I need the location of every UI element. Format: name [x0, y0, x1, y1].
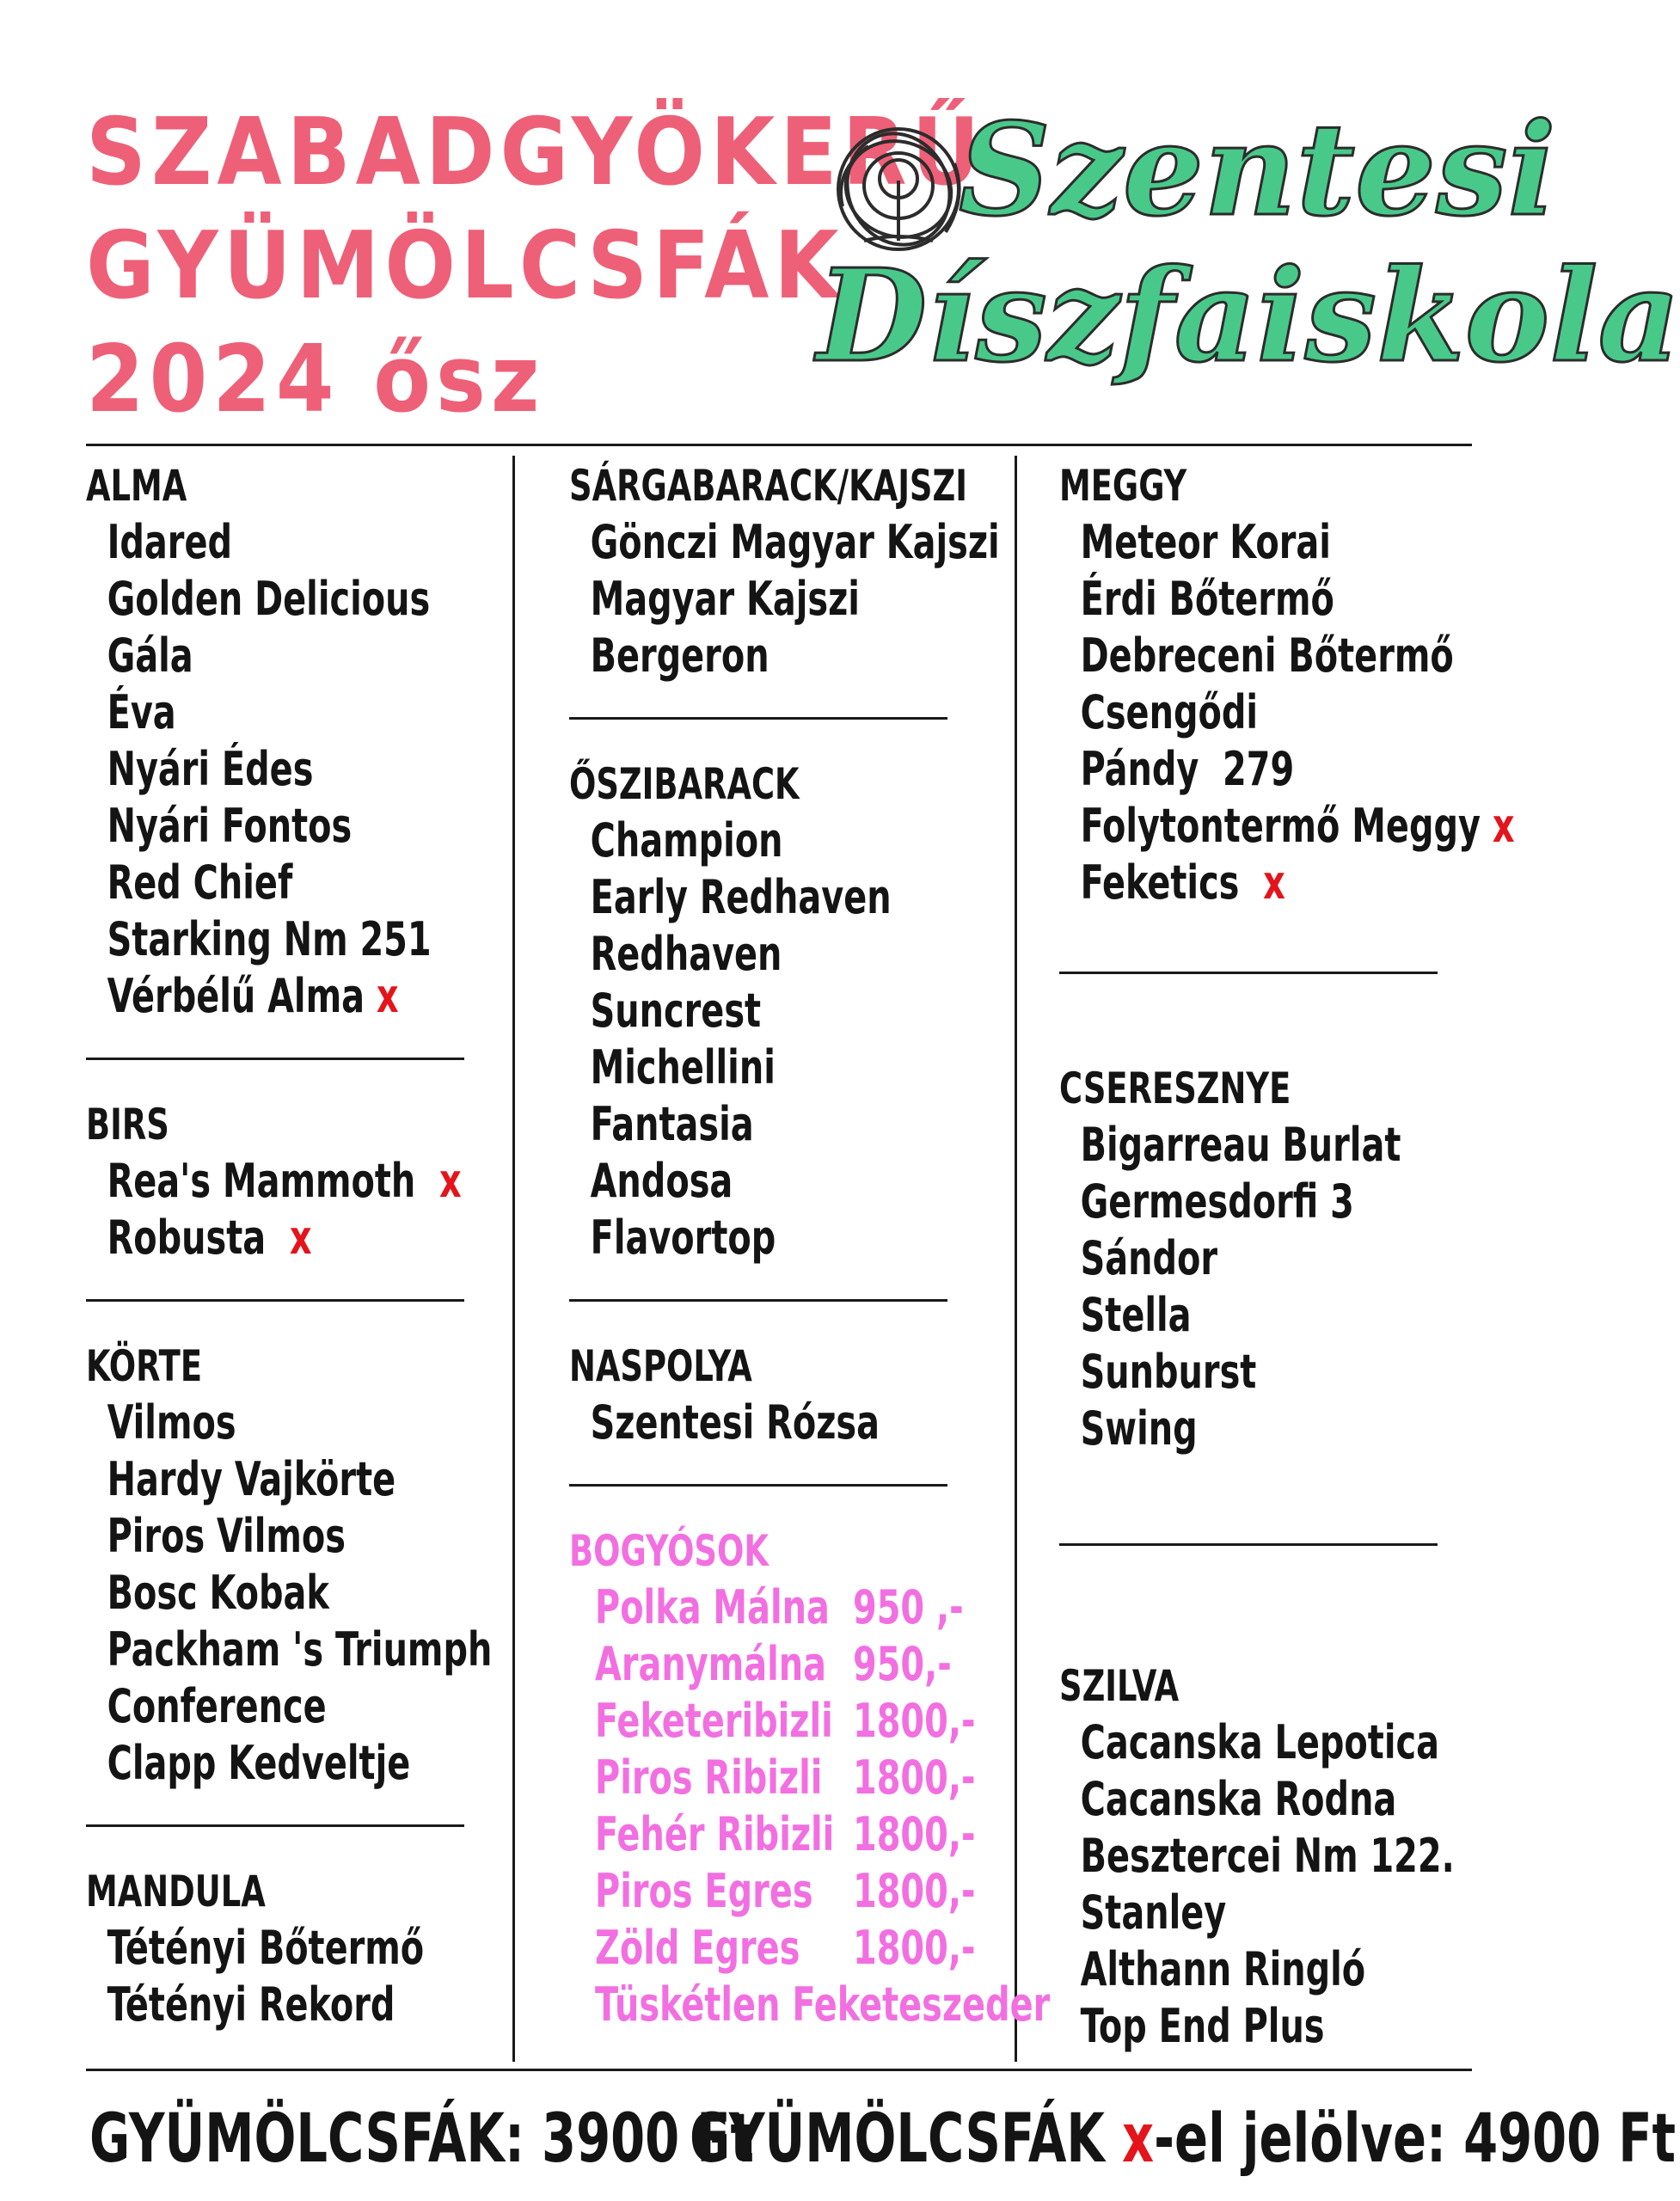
section-heading: SÁRGABARACK/KAJSZI: [569, 461, 967, 511]
list-item: Sunburst: [1080, 1345, 1257, 1399]
price-mark: x: [1122, 2100, 1155, 2178]
section-oszibarack: [569, 756, 947, 1266]
section-sargabarack: [569, 457, 1000, 684]
list-item: Tétényi Rekord: [107, 1977, 395, 2032]
list-item: Michellini: [590, 1040, 776, 1094]
section-heading: BIRS: [86, 1100, 169, 1150]
list-item: Clapp Kedveltje: [107, 1736, 411, 1790]
list-item: Folytontermő Meggy x: [1080, 799, 1515, 853]
section-heading: BOGYÓSOK: [569, 1526, 769, 1576]
section-naspolya: [569, 1338, 947, 1451]
list-item: Robusta x: [107, 1211, 312, 1265]
list-item: Nyári Édes: [107, 742, 314, 796]
price-mark: x: [1263, 855, 1285, 910]
list-item: Debreceni Bőtermő: [1080, 628, 1454, 683]
section-meggy: [1059, 457, 1515, 911]
price: 1800,-: [853, 1864, 976, 1918]
list-item: Vérbélű Alma x: [107, 969, 399, 1023]
list-item: Germesdorfi 3: [1080, 1174, 1354, 1229]
list-item: Red Chief: [107, 855, 293, 910]
list-item: Polka Málna 950 ,-: [595, 1580, 964, 1634]
list-item: Csengődi: [1080, 685, 1258, 739]
price: 1800,-: [853, 1694, 976, 1748]
list-item: Golden Delicious: [107, 572, 431, 626]
section-birs: [86, 1096, 464, 1266]
list-item: Zöld Egres 1800,-: [595, 1921, 976, 1975]
section-divider: [569, 717, 947, 720]
list-item: Conference: [107, 1679, 327, 1733]
section-mandula: [86, 1863, 464, 2033]
list-item: Top End Plus: [1080, 1999, 1325, 2053]
list-item: Szentesi Rózsa: [590, 1395, 880, 1450]
list-item: Idared: [107, 515, 233, 569]
section-bogyosok: [569, 1523, 1051, 2033]
column-middle: [569, 457, 1051, 2033]
list-item: Érdi Bőtermő: [1080, 572, 1334, 626]
section-szilva: [1059, 1658, 1455, 2055]
footer-divider: [86, 2069, 1472, 2071]
section-divider: [1059, 1543, 1438, 1546]
list-item: Feketeribizli 1800,-: [595, 1694, 976, 1748]
list-item: Piros Ribizli 1800,-: [595, 1750, 976, 1805]
section-divider: [86, 1058, 464, 1060]
list-item: Bigarreau Burlat: [1080, 1118, 1401, 1172]
list-item: Suncrest: [590, 984, 762, 1038]
price-mark: x: [1492, 799, 1515, 853]
section-heading: NASPOLYA: [569, 1341, 752, 1391]
section-heading: MANDULA: [86, 1867, 266, 1916]
section-divider: [569, 1299, 947, 1302]
list-item: Bosc Kobak: [107, 1566, 329, 1620]
list-item: Nyári Fontos: [107, 799, 353, 853]
logo-line-1: Szentesi: [959, 95, 1556, 244]
list-item: Pándy 279: [1080, 742, 1295, 796]
column-left: [86, 457, 493, 2033]
logo: [817, 95, 1680, 438]
price: 1800,-: [853, 1807, 976, 1861]
section-divider: [1059, 972, 1438, 974]
section-heading: ALMA: [86, 461, 187, 511]
section-divider: [86, 1299, 464, 1302]
price: 950 ,-: [853, 1580, 964, 1634]
list-item: Redhaven: [590, 927, 782, 981]
column-right: [1059, 457, 1515, 2055]
list-item: Rea's Mammoth x: [107, 1154, 462, 1208]
list-item: Besztercei Nm 122.: [1080, 1829, 1455, 1883]
list-item: Aranymálna 950,-: [595, 1637, 952, 1691]
list-item: Starking Nm 251: [107, 912, 432, 966]
list-item: Packham 's Triumph: [107, 1622, 493, 1677]
list-item: Meteor Korai: [1080, 515, 1331, 569]
section-cseresznye: [1059, 1060, 1438, 1457]
title-line-2: GYÜMÖLCSFÁK: [86, 212, 844, 320]
list-item: Flavortop: [590, 1211, 776, 1265]
section-heading: KÖRTE: [86, 1341, 203, 1391]
list-item: Althann Ringló: [1080, 1942, 1366, 1996]
list-item: Tüskétlen Feketeszeder: [595, 1977, 1051, 2032]
section-alma: [86, 457, 464, 1025]
section-heading: MEGGY: [1059, 461, 1187, 511]
list-item: Stella: [1080, 1288, 1192, 1342]
list-item: Stanley: [1080, 1885, 1227, 1940]
list-item: Gönczi Magyar Kajszi: [590, 515, 1000, 569]
section-divider: [86, 1824, 464, 1827]
list-item: Bergeron: [590, 628, 769, 683]
list-item: Swing: [1080, 1401, 1198, 1456]
title-line-1: SZABADGYÖKERŰ: [86, 99, 985, 206]
list-item: Vilmos: [107, 1395, 236, 1450]
list-item: Gála: [107, 628, 193, 683]
logo-line-2: Díszfaiskola: [817, 241, 1680, 390]
header-divider: [86, 444, 1472, 446]
list-item: Champion: [590, 813, 783, 868]
section-heading: CSERESZNYE: [1059, 1064, 1291, 1113]
section-heading: ŐSZIBARACK: [569, 759, 800, 809]
price-mark: x: [376, 969, 399, 1023]
list-item: Tétényi Bőtermő: [107, 1921, 425, 1975]
list-item: Cacanska Lepotica: [1080, 1715, 1439, 1769]
footer-price-marked: GYÜMÖLCSFÁK x-el jelölve: 4900 Ft: [690, 2100, 1677, 2178]
price: 1800,-: [853, 1750, 976, 1805]
column-divider-left: [512, 456, 515, 2062]
list-item: Early Redhaven: [590, 870, 892, 924]
list-item: Cacanska Rodna: [1080, 1772, 1397, 1826]
section-divider: [569, 1484, 947, 1487]
list-item: Fantasia: [590, 1097, 754, 1151]
column-divider-right: [1015, 456, 1017, 2062]
list-item: Magyar Kajszi: [590, 572, 860, 626]
section-heading: SZILVA: [1059, 1661, 1180, 1711]
price: 950,-: [853, 1637, 952, 1691]
list-item: Sándor: [1080, 1231, 1218, 1285]
list-item: Hardy Vajkörte: [107, 1452, 396, 1506]
section-korte: [86, 1338, 493, 1792]
price: 1800,-: [853, 1921, 976, 1975]
title-line-3: 2024 ősz: [86, 326, 545, 433]
list-item: Fehér Ribizli 1800,-: [595, 1807, 976, 1861]
price-mark: x: [289, 1211, 312, 1265]
list-item: Éva: [107, 685, 176, 739]
list-item: Feketics x: [1080, 855, 1285, 910]
price-mark: x: [439, 1154, 462, 1208]
page-title: [86, 96, 985, 437]
footer-price-standard: GYÜMÖLCSFÁK: 3900 Ft: [89, 2100, 755, 2178]
list-item: Piros Vilmos: [107, 1509, 346, 1563]
list-item: Piros Egres 1800,-: [595, 1864, 976, 1918]
list-item: Andosa: [590, 1154, 733, 1208]
